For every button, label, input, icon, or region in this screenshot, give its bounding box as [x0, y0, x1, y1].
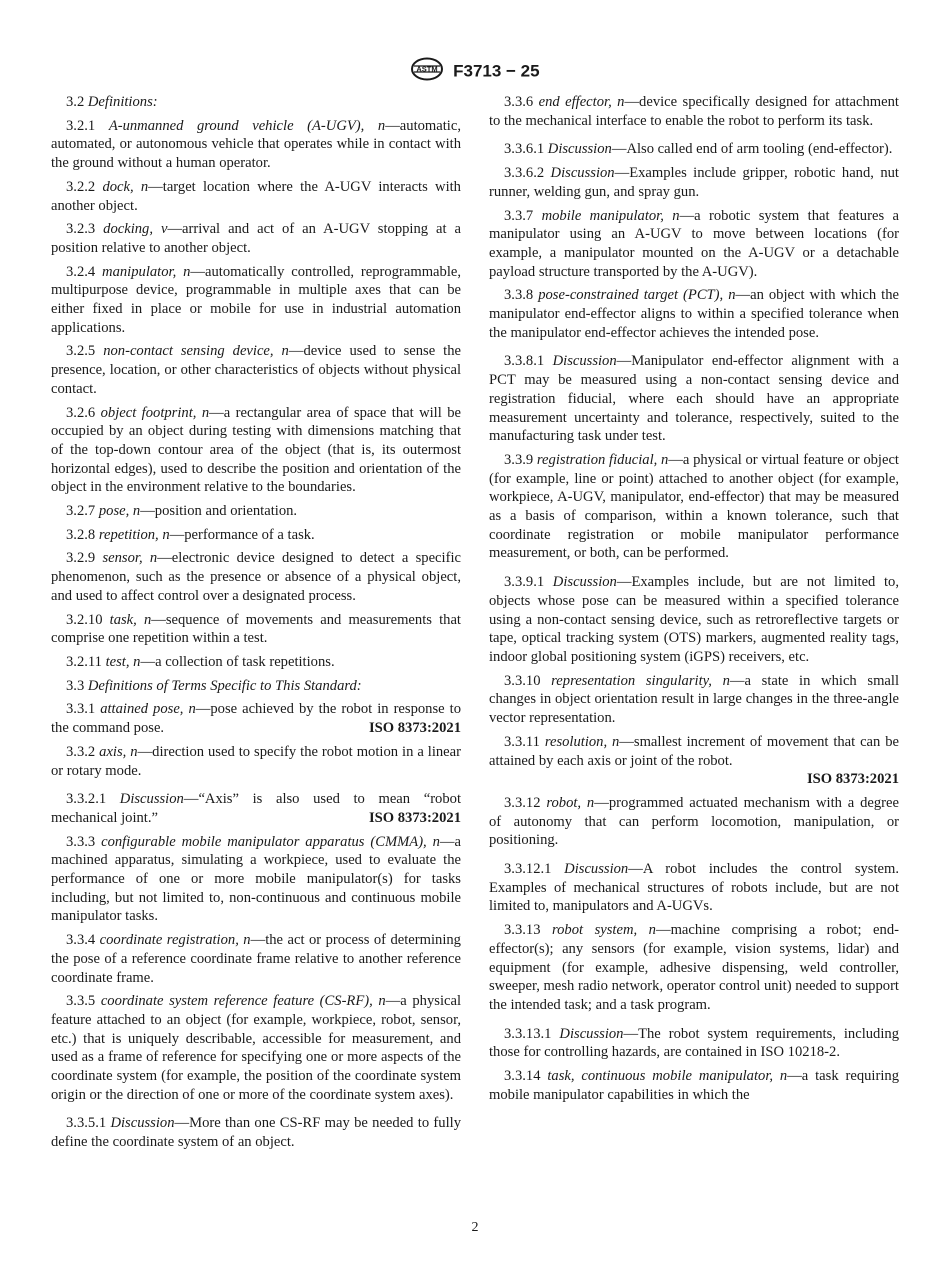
defined-term: sensor, n [102, 550, 158, 567]
defined-term: Discussion [550, 165, 615, 182]
section-number: 3.3.8.1 [504, 353, 553, 370]
defined-term: dock, n [102, 178, 149, 195]
definition-paragraph [51, 117, 461, 173]
section-number: 3.3.13.1 [504, 1025, 560, 1042]
definition-paragraph [489, 921, 899, 1015]
definition-paragraph [51, 342, 461, 398]
definition-paragraph [51, 220, 461, 257]
definition-paragraph [51, 93, 461, 112]
definition-text: —automatic, automated, or autonomous vehicle that operates while in contact with the ground without a human operator. [51, 117, 461, 172]
defined-term: object footprint, n [100, 404, 210, 421]
definition-text: —programmed actuated mechanism with a degree of autonomy that can perform locomotion, manipulation, or positioning. [489, 794, 899, 849]
definition-text: —automatically controlled, reprogrammable, multipurpose device, programmable in multiple axes that can be either fixed in place or mobile for use in industrial automation applications. [51, 263, 462, 336]
defined-term: configurable mobile manipulator apparatus (CMMA), n [101, 833, 440, 850]
right-column [489, 93, 899, 1109]
section-number: 3.3.12 [504, 794, 547, 811]
definition-paragraph [489, 672, 899, 728]
defined-term: robot, n [546, 794, 595, 811]
definition-paragraph [489, 794, 899, 850]
definition-text: —a physical or virtual feature or object (for example, line or point) attached to another object (for example, workpiece, A-UGV, manipulator, end-effector) that may be measured as a basis of comparison, within a known tolerance, such that coordinate registration or mobile manipulator performance measurement, or both, can be performed. [489, 451, 899, 562]
definition-paragraph [489, 352, 899, 446]
section-number: 3.2.9 [66, 550, 103, 567]
section-number: 3.3.13 [504, 922, 552, 939]
defined-term: end effector, n [538, 94, 625, 110]
definition-paragraph [51, 743, 461, 780]
definition-text: —device specifically designed for attachment to the mechanical interface to enable the robot to perform its task. [489, 94, 899, 129]
definition-paragraph [489, 140, 899, 159]
defined-term: coordinate system reference feature (CS-RF), n [100, 993, 386, 1010]
section-number: 3.2.7 [66, 503, 99, 520]
definition-text: —a physical feature attached to an object (for example, workpiece, robot, sensor, etc.) that is uniquely describable, accessible for measurement, and used as a frame of reference for specifying one or more aspects of the coordinate system (for example, the position of the coordinate system origin or the direction of one or more of the coordinate system axes). [51, 993, 462, 1103]
definition-paragraph [489, 286, 899, 342]
section-number: 3.2 [66, 94, 88, 110]
defined-term: A-unmanned ground vehicle (A-UGV), n [108, 117, 386, 134]
defined-term: Discussion [119, 791, 184, 808]
definition-paragraph [51, 549, 461, 605]
definition-text: —target location where the A-UGV interacts with another object. [51, 178, 461, 214]
definition-text: —a rectangular area of space that will be occupied by an object during testing with dimensions matching that of the top-down contour area of the object (that is, its outermost horizontal edges), used to describe the position and orientation of the object in the environment relative to the boundaries. [51, 404, 461, 496]
page-number: 2 [471, 1220, 479, 1235]
definition-paragraph [489, 164, 899, 201]
section-number: 3.3.2 [66, 743, 100, 760]
definition-paragraph [51, 992, 461, 1104]
section-number: 3.3.9.1 [504, 574, 553, 591]
definition-text: —machine comprising a robot; end-effector(s); any sensors (for example, vision systems, lidar) and equipment (for example, adhesive dispensing, weld controller, sweeper, mesh radio network, operator control unit) needed to support the intended task; and a task program. [489, 922, 899, 1013]
defined-term: Discussion [559, 1025, 624, 1042]
definition-paragraph [51, 931, 461, 987]
definition-paragraph [51, 833, 461, 927]
section-number: 3.2.2 [66, 178, 103, 195]
definition-text: —a robotic system that features a manipulator using an A-UGV to move between locations (for example, a manipulator mounted on the A-UGV or a detachable payload structure transported by the A-UGV). [489, 207, 899, 280]
section-number: 3.2.5 [66, 343, 104, 360]
section-number: 3.3.6 [504, 94, 539, 110]
defined-term: axis, n [99, 743, 138, 760]
section-number: 3.3.6.1 [504, 141, 548, 158]
defined-term: Definitions of Terms Specific to This Standard: [87, 677, 362, 694]
defined-term: repetition, n [98, 526, 170, 543]
defined-term: Discussion [110, 1115, 175, 1132]
definition-paragraph [51, 611, 461, 648]
definition-paragraph [51, 677, 461, 696]
definition-text: —a collection of task repetitions. [140, 653, 335, 670]
definition-text: —a state in which small changes in object orientation result in large changes in the three-angle vector representation. [489, 672, 900, 727]
section-number: 3.3.12.1 [504, 861, 565, 878]
defined-term: pose-constrained target (PCT), n [538, 287, 736, 304]
definition-text: —a task requiring mobile manipulator capabilities in which the [489, 1068, 899, 1103]
section-number: 3.2.8 [66, 526, 99, 543]
definition-text: —Also called end of arm tooling (end-effector). [611, 141, 893, 158]
defined-term: registration fiducial, n [536, 451, 669, 468]
defined-term: task, continuous mobile manipulator, n [547, 1068, 788, 1085]
section-number: 3.3.5 [66, 993, 101, 1010]
definition-paragraph [51, 790, 461, 827]
defined-term: coordinate registration, n [99, 932, 251, 949]
defined-term: test, n [105, 653, 141, 670]
defined-term: attained pose, n [100, 701, 196, 718]
defined-term: non-contact sensing device, n [103, 343, 289, 360]
section-number: 3.3.7 [504, 207, 542, 224]
definition-text: —arrival and act of an A-UGV stopping at a position relative to another object. [51, 221, 461, 256]
defined-term: pose, n [98, 503, 141, 520]
definition-text: —an object with which the manipulator end-effector aligns to within a specified tolerance when the manipulator end-effector achieves the intended pose. [489, 287, 899, 341]
section-number: 3.2.11 [66, 653, 106, 670]
definition-text: —The robot system requirements, including those for controlling hazards, are contained in ISO 10218-2. [489, 1025, 899, 1061]
definition-text: —Examples include gripper, robotic hand, nut runner, welding gun, and spray gun. [489, 165, 899, 200]
definition-text: —pose achieved by the robot in response to the command pose. [51, 701, 461, 737]
defined-term: Discussion [552, 353, 617, 370]
section-number: 3.3.9 [504, 451, 537, 468]
defined-term: mobile manipulator, n [541, 207, 680, 224]
defined-term: resolution, n [544, 733, 620, 750]
definition-paragraph [489, 1067, 899, 1104]
section-number: 3.3.2.1 [66, 791, 120, 808]
defined-term: Discussion [552, 574, 617, 591]
defined-term: Discussion [564, 861, 629, 878]
section-number: 3.3.5.1 [66, 1115, 111, 1132]
section-number: 3.2.1 [66, 117, 109, 134]
definition-paragraph [489, 1025, 899, 1062]
definition-text: —smallest increment of movement that can be attained by each axis or joint of the robot. [489, 733, 899, 769]
left-column [51, 93, 461, 1157]
definition-paragraph [489, 733, 899, 789]
defined-term: manipulator, n [102, 263, 191, 280]
defined-term: Definitions: [87, 94, 158, 110]
definition-paragraph [489, 860, 899, 916]
reference-source: ISO 8373:2021 [368, 720, 461, 737]
section-number: 3.2.4 [66, 263, 103, 280]
definition-text: —Manipulator end-effector alignment with a PCT may be measured using a non-contact sensing device and registration fiducial, where each should have an appropriate measurement uncertainty and tolerance, respectively, suited to the manufacturing task under test. [489, 353, 899, 445]
definition-text: —A robot includes the control system. Examples of mechanical structures of robots include, but are not limited to, manipulators and A-UGVs. [489, 861, 899, 915]
defined-term: Discussion [547, 141, 612, 158]
definition-text: —More than one CS-RF may be needed to fully define the coordinate system of an object. [51, 1115, 461, 1151]
section-number: 3.2.3 [66, 221, 104, 238]
definition-text: —Examples include, but are not limited to, objects whose pose can be measured within a specified tolerance using a non-contact sensing device, such as retroreflective targets or tape, optical tracking system (OTS) markers, augmented reality tags, indoor global positioning system (iGPS) receivers, etc. [489, 574, 900, 665]
definition-text: —the act or process of determining the pose of a reference coordinate frame relative to another reference coordinate frame. [51, 932, 461, 986]
definition-paragraph [51, 1114, 461, 1151]
defined-term: robot system, n [552, 922, 656, 939]
definition-text: —performance of a task. [169, 526, 315, 543]
definition-paragraph [51, 404, 461, 498]
section-number: 3.3.11 [504, 733, 545, 750]
definition-text: —a machined apparatus, simulating a workpiece, used to evaluate the performance of one or more mobile manipulator(s) for tasks including, but not limited to, non-continuous and continuous mobile manipulator tasks. [51, 833, 461, 925]
section-number: 3.2.10 [66, 611, 110, 628]
section-number: 3.2.6 [66, 404, 101, 421]
definition-paragraph [489, 451, 899, 563]
section-number: 3.3 [66, 677, 88, 694]
definition-text: —“Axis” is also used to mean “robot mechanical joint.” [51, 791, 462, 826]
defined-term: representation singularity, n [551, 672, 730, 689]
definition-text: —direction used to specify the robot motion in a linear or rotary mode. [51, 743, 461, 779]
astm-logo-icon [410, 57, 444, 86]
definition-text: —device used to sense the presence, location, or other characteristics of objects without physical contact. [51, 343, 462, 397]
definition-paragraph [51, 700, 461, 737]
section-number: 3.3.10 [504, 672, 552, 689]
defined-term: task, n [109, 611, 152, 628]
definition-paragraph [489, 573, 899, 667]
definition-paragraph [51, 178, 461, 215]
section-number: 3.3.6.2 [504, 165, 551, 182]
definition-paragraph [51, 526, 461, 545]
section-number: 3.3.8 [504, 287, 539, 304]
section-number: 3.3.14 [504, 1068, 548, 1085]
reference-source: ISO 8373:2021 [806, 771, 899, 788]
definition-paragraph [51, 263, 461, 338]
svg-text:ASTM: ASTM [416, 64, 438, 74]
defined-term: docking, v [103, 221, 168, 238]
reference-source: ISO 8373:2021 [368, 809, 461, 826]
definition-paragraph [489, 207, 899, 282]
section-number: 3.3.4 [66, 932, 100, 949]
definition-text: —sequence of movements and measurements that comprise one repetition within a test. [51, 611, 461, 647]
section-number: 3.3.1 [66, 701, 101, 718]
standard-designation: F3713 − 25 [453, 61, 540, 81]
definition-text: —position and orientation. [140, 503, 298, 520]
page-header [0, 57, 950, 86]
section-number: 3.3.3 [66, 833, 102, 850]
definition-paragraph [489, 93, 899, 130]
definition-paragraph [51, 653, 461, 672]
definition-paragraph [51, 502, 461, 521]
definition-text: —electronic device designed to detect a specific phenomenon, such as the presence or absence of a physical object, and used to affect control over a designated process. [51, 550, 461, 604]
